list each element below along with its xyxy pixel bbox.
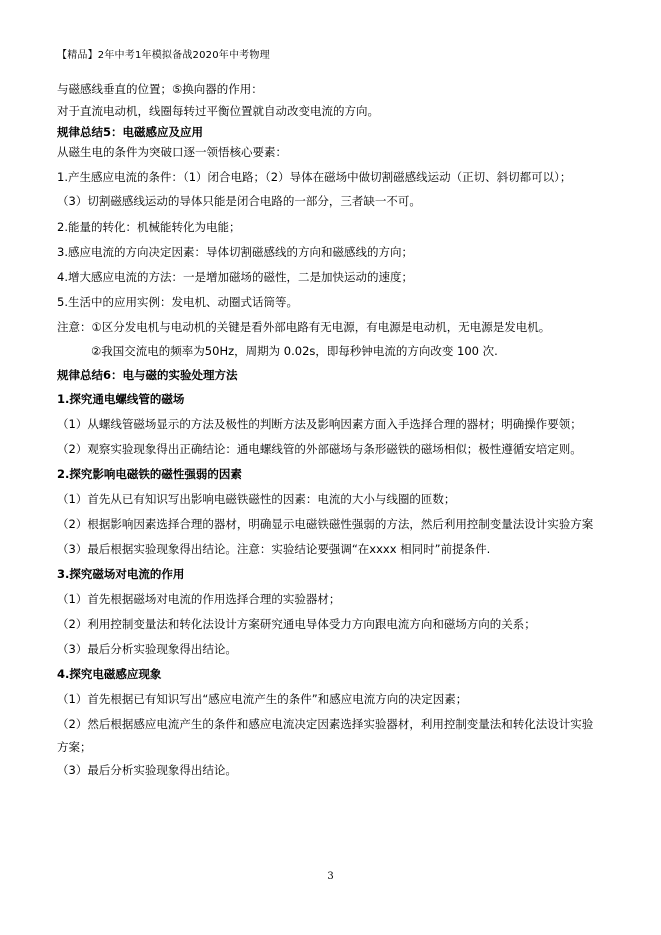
section-heading: 3.探究磁场对电流的作用 [57, 567, 185, 581]
text-line: 与磁感线垂直的位置；⑤换向器的作用： [57, 82, 263, 96]
document-body [57, 82, 617, 777]
text-line: ②我国交流电的频率为50Hz，周期为 0.02s，即每秒钟电流的方向改变 100 次. [91, 344, 498, 358]
text-line: （1）首先根据磁场对电流的作用选择合理的实验器材； [57, 592, 341, 606]
text-line: 4.增大感应电流的方法：一是增加磁场的磁性，二是加快运动的速度； [57, 270, 413, 284]
page-header: 【精品】2年中考1年模拟备战2020年中考物理 [57, 50, 270, 61]
text-line: （3）切割磁感线运动的导体只能是闭合电路的一部分，三者缺一不可。 [57, 194, 421, 208]
text-line: （1）从螺线管磁场显示的方法及极性的判断方法及影响因素方面入手选择合理的器材；明确操作要领； [57, 417, 582, 431]
text-line: 注意：①区分发电机与电动机的关键是看外部电路有无电源，有电源是电动机，无电源是发电机。 [57, 320, 551, 334]
text-line: （3）最后分析实验现象得出结论。 [57, 763, 237, 777]
text-line: 从磁生电的条件为突破口逐一领悟核心要素： [57, 145, 287, 159]
section-heading: 规律总结6：电与磁的实验处理方法 [57, 368, 238, 382]
text-line: 2.能量的转化：机械能转化为电能； [57, 220, 241, 234]
text-line: （1）首先根据已有知识写出“感应电流产生的条件”和感应电流方向的决定因素； [57, 692, 468, 706]
text-line: （1）首先从已有知识写出影响电磁铁磁性的因素：电流的大小与线圈的匝数； [57, 492, 456, 506]
text-line: （3）最后根据实验现象得出结论。注意：实验结论要强调“在xxxx 相同时”前提条件. [57, 542, 491, 556]
section-heading: 4.探究电磁感应现象 [57, 667, 162, 681]
text-line: 5.生活中的应用实例：发电机、动圈式话筒等。 [57, 295, 298, 309]
text-line: （2）利用控制变量法和转化法设计方案研究通电导体受力方向跟电流方向和磁场方向的关系； [57, 617, 536, 631]
text-line: （2）观察实验现象得出正确结论：通电螺线管的外部磁场与条形磁铁的磁场相似；极性遵循安培定则。 [57, 442, 582, 456]
text-line: 对于直流电动机，线圈每转过平衡位置就自动改变电流的方向。 [57, 104, 379, 118]
section-heading: 规律总结5：电磁感应及应用 [57, 125, 204, 139]
text-line: （2）然后根据感应电流产生的条件和感应电流决定因素选择实验器材，利用控制变量法和转化法设计实验 [57, 717, 594, 731]
section-heading: 1.探究通电螺线管的磁场 [57, 392, 185, 406]
text-line: 3.感应电流的方向决定因素：导体切割磁感线的方向和磁感线的方向； [57, 245, 413, 259]
text-line: 1.产生感应电流的条件：（1）闭合电路；（2）导体在磁场中做切割磁感线运动（正切、斜切都可以）； [57, 170, 572, 184]
text-line: （2）根据影响因素选择合理的器材，明确显示电磁铁磁性强弱的方法，然后利用控制变量法设计实验方案 [57, 517, 594, 531]
section-heading: 2.探究影响电磁铁的磁性强弱的因素 [57, 467, 242, 481]
text-line: 方案； [57, 740, 92, 754]
page-number: 3 [327, 871, 334, 882]
text-line: （3）最后分析实验现象得出结论。 [57, 642, 237, 656]
